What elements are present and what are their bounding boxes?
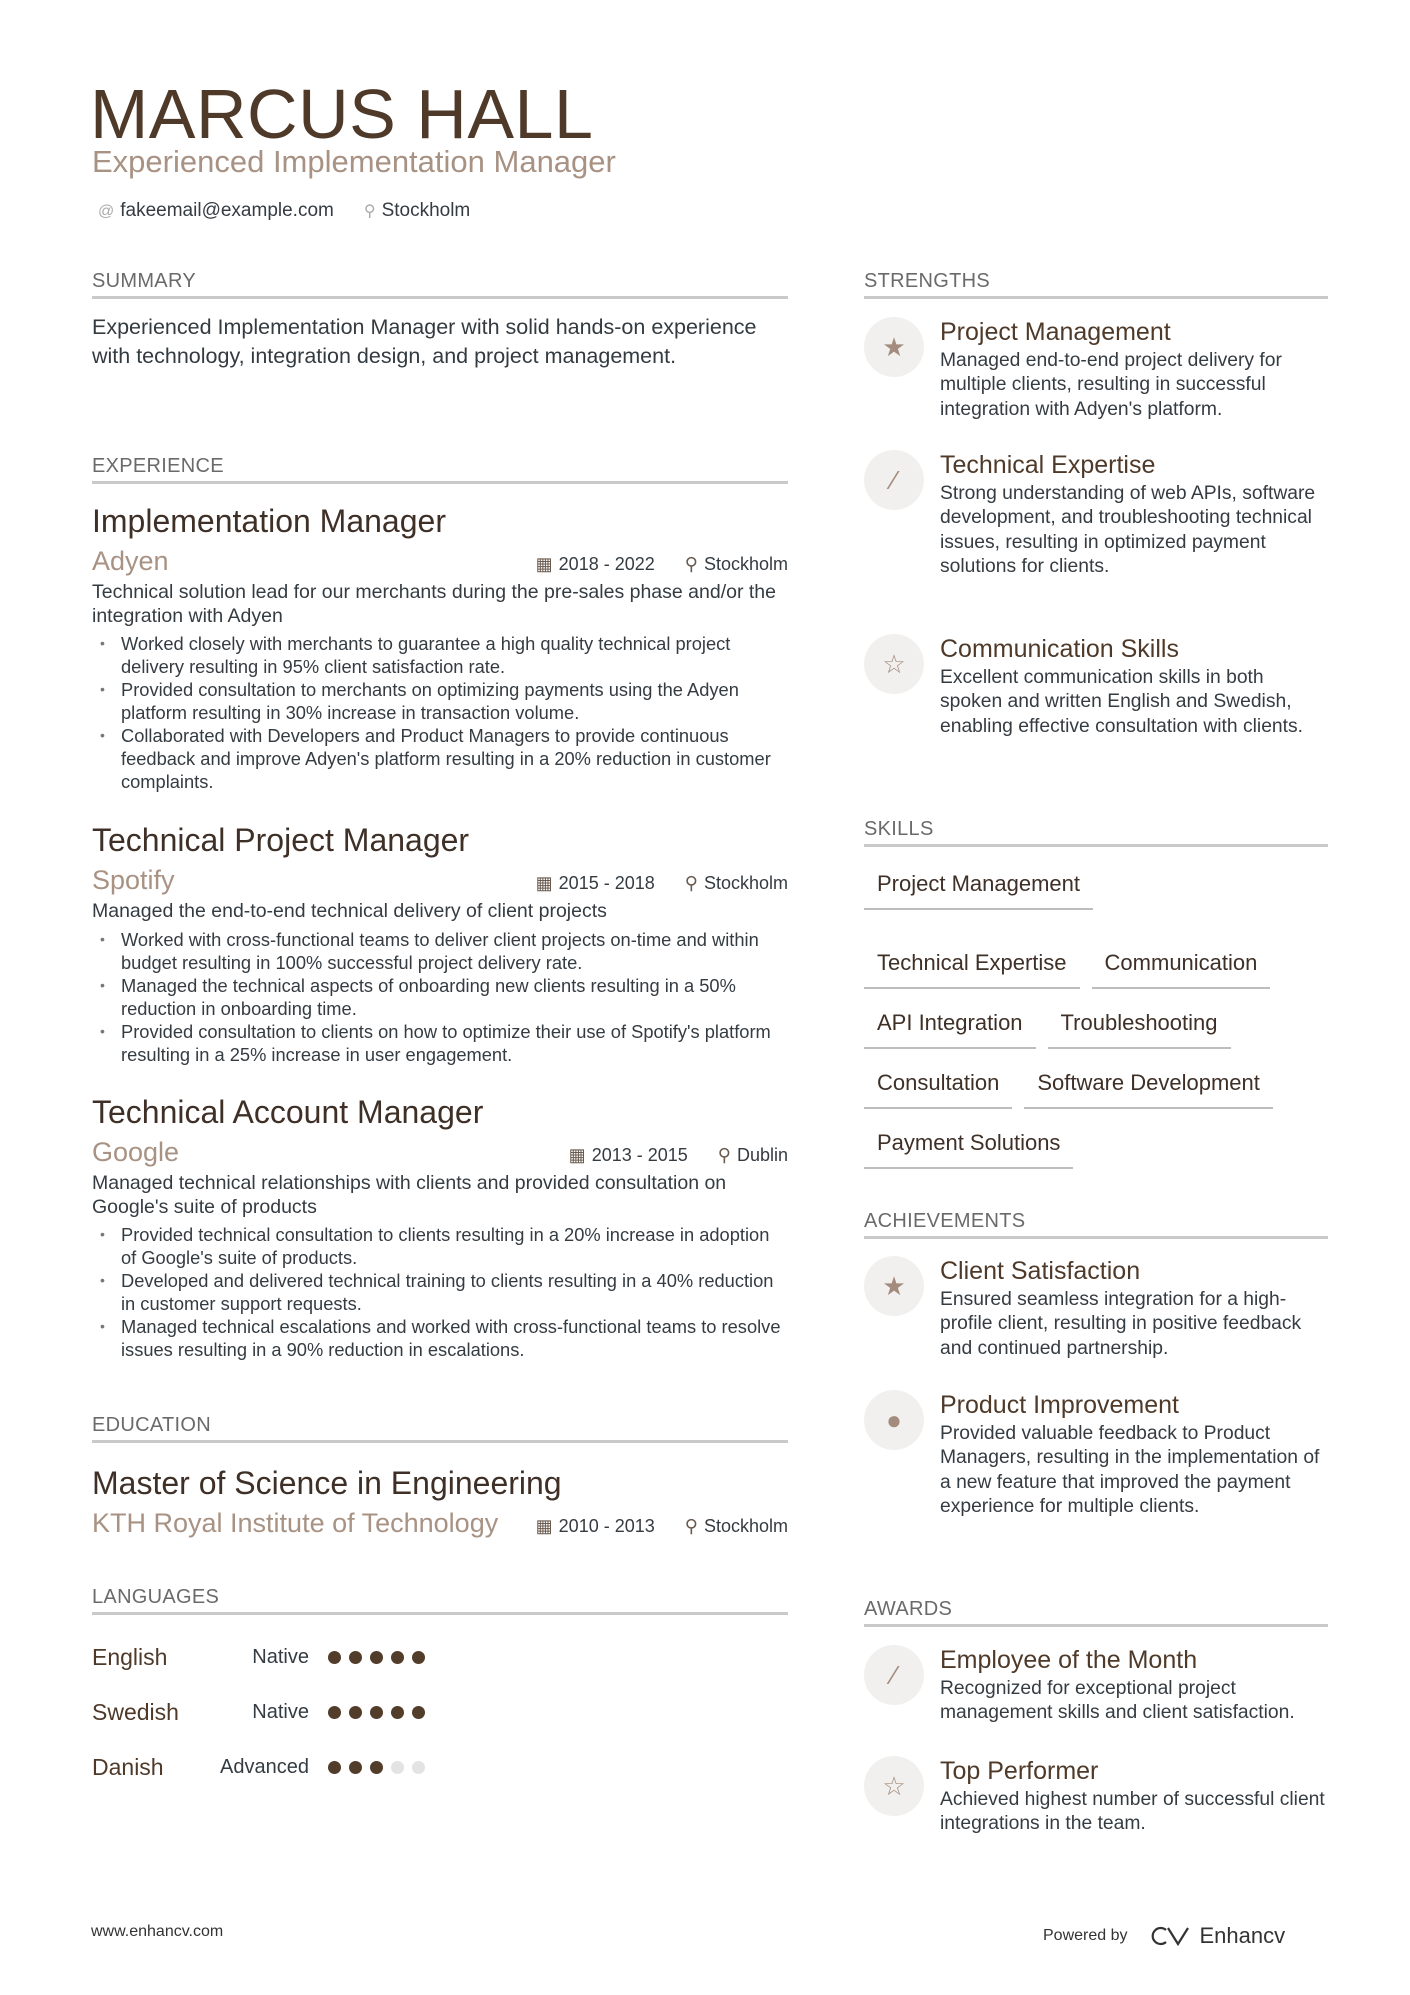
section-heading: LANGUAGES bbox=[92, 1585, 788, 1615]
language-level: Native bbox=[252, 1700, 309, 1723]
job-title: Technical Account Manager bbox=[92, 1094, 484, 1130]
rating-dot-filled bbox=[370, 1761, 383, 1774]
location-pin-icon: ⚲ bbox=[363, 203, 376, 220]
bullet: • Collaborated with Developers and Product Managers to provide continuous feedback and improve Adyen's platform resulting in a 20% reduction in customer complaints. bbox=[92, 724, 788, 793]
company: Spotify bbox=[92, 865, 175, 895]
rating-dot-filled bbox=[412, 1651, 425, 1664]
section-heading: AWARDS bbox=[864, 1597, 1328, 1627]
education-section bbox=[92, 1413, 788, 1541]
calendar-icon: ▦ bbox=[535, 873, 553, 893]
skill-tag: Software Development bbox=[1024, 1068, 1273, 1109]
bullet: • Developed and delivered technical training to clients resulting in a 40% reduction in customer support requests. bbox=[92, 1269, 788, 1315]
job-entry bbox=[92, 1092, 788, 1361]
language-name: Swedish bbox=[92, 1698, 179, 1725]
rating-dot-filled bbox=[328, 1651, 341, 1664]
skill-tag: Payment Solutions bbox=[864, 1128, 1073, 1169]
edu-location: Stockholm bbox=[703, 1516, 788, 1536]
candidate-name: MARCUS HALL bbox=[90, 75, 594, 153]
item-title: Technical Expertise bbox=[940, 451, 1156, 479]
location-pin-icon: ⚲ bbox=[684, 873, 698, 893]
section-heading: SKILLS bbox=[864, 817, 1328, 847]
candidate-title: Experienced Implementation Manager bbox=[92, 144, 616, 179]
at-icon: @ bbox=[98, 203, 115, 220]
powered-by-text: Powered by bbox=[1043, 1927, 1128, 1944]
item-title: Client Satisfaction bbox=[940, 1257, 1141, 1285]
job-location: Stockholm bbox=[703, 554, 788, 574]
job-entry bbox=[92, 820, 788, 1066]
summary-section bbox=[92, 269, 788, 371]
star-filled-icon: ★ bbox=[864, 1256, 924, 1316]
rating-dot-filled bbox=[391, 1651, 404, 1664]
language-name: English bbox=[92, 1643, 168, 1670]
location-pin-icon: ⚲ bbox=[717, 1145, 731, 1165]
item-text: Recognized for exceptional project management skills and client satisfaction. bbox=[940, 1678, 1295, 1724]
magic-wand-icon: ⁄ bbox=[864, 450, 924, 510]
item-text: Strong understanding of web APIs, software development, and troubleshooting technical issues, resulting in optimized payment solutions for clients. bbox=[940, 483, 1316, 578]
rating-dot-filled bbox=[370, 1706, 383, 1719]
website-link[interactable]: www.enhancv.com bbox=[91, 1923, 224, 1940]
head-idea-icon: ● bbox=[864, 1390, 924, 1450]
skill-tag: Technical Expertise bbox=[864, 948, 1080, 989]
email-text: fakeemail@example.com bbox=[120, 200, 334, 221]
bullet: • Provided technical consultation to clients resulting in a 20% increase in adoption of Google's suite of products. bbox=[92, 1223, 788, 1269]
job-description: Managed the end-to-end technical delivery of client projects bbox=[92, 900, 607, 922]
location-pin-icon: ⚲ bbox=[684, 1516, 698, 1536]
calendar-icon: ▦ bbox=[568, 1145, 586, 1165]
item-text: Managed end-to-end project delivery for multiple clients, resulting in successful integration with Adyen's platform. bbox=[940, 350, 1282, 420]
item-title: Top Performer bbox=[940, 1757, 1099, 1785]
star-outline-icon: ☆ bbox=[864, 634, 924, 694]
job-dates: 2015 - 2018 bbox=[558, 873, 655, 893]
rating-dot-filled bbox=[349, 1651, 362, 1664]
job-location: Dublin bbox=[736, 1145, 788, 1165]
rating-dot-filled bbox=[412, 1706, 425, 1719]
rating-dot-filled bbox=[328, 1761, 341, 1774]
calendar-icon: ▦ bbox=[535, 1516, 553, 1536]
section-heading: EDUCATION bbox=[92, 1413, 788, 1443]
star-filled-icon: ★ bbox=[864, 317, 924, 377]
skill-tag: API Integration bbox=[864, 1008, 1036, 1049]
bullet: • Provided consultation to clients on how to optimize their use of Spotify's platform resulting in a 25% increase in user engagement. bbox=[92, 1020, 788, 1066]
job-entry bbox=[92, 501, 788, 793]
item-text: Excellent communication skills in both spoken and written English and Swedish, enabling effective consultation with clients. bbox=[940, 667, 1303, 737]
section-heading: ACHIEVEMENTS bbox=[864, 1209, 1328, 1239]
rating-dot-filled bbox=[349, 1706, 362, 1719]
skill-tag: Communication bbox=[1092, 948, 1271, 989]
location-text: Stockholm bbox=[381, 200, 471, 221]
rating-dots bbox=[328, 1706, 425, 1719]
job-title: Implementation Manager bbox=[92, 503, 446, 539]
job-title: Technical Project Manager bbox=[92, 822, 470, 858]
bullet: • Provided consultation to merchants on optimizing payments using the Adyen platform resulting in 30% increase in transaction volume. bbox=[92, 678, 788, 724]
rating-dot-filled bbox=[349, 1761, 362, 1774]
calendar-icon: ▦ bbox=[535, 554, 553, 574]
item-text: Ensured seamless integration for a high-profile client, resulting in positive feedback and continued partnership. bbox=[940, 1289, 1302, 1359]
job-description: Technical solution lead for our merchants during the pre-sales phase and/or the integration with Adyen bbox=[92, 581, 776, 627]
brand-name: Enhancv bbox=[1199, 1923, 1286, 1948]
rating-dot-filled bbox=[370, 1651, 383, 1664]
bullet: • Managed technical escalations and worked with cross-functional teams to resolve issues resulting in a 90% reduction in escalations. bbox=[92, 1315, 788, 1361]
item-title: Project Management bbox=[940, 318, 1171, 346]
section-heading: EXPERIENCE bbox=[92, 454, 788, 484]
item-title: Product Improvement bbox=[940, 1391, 1179, 1419]
enhancv-logo-icon bbox=[1146, 1924, 1192, 1948]
location bbox=[364, 200, 470, 222]
skills-section bbox=[864, 817, 1328, 1169]
job-dates: 2013 - 2015 bbox=[591, 1145, 688, 1165]
item-title: Employee of the Month bbox=[940, 1646, 1198, 1674]
item-text: Achieved highest number of successful client integrations in the team. bbox=[940, 1789, 1325, 1835]
skill-tag: Troubleshooting bbox=[1048, 1008, 1231, 1049]
section-heading: STRENGTHS bbox=[864, 269, 1328, 299]
email[interactable] bbox=[98, 200, 334, 222]
section-heading: SUMMARY bbox=[92, 269, 788, 299]
job-location: Stockholm bbox=[703, 873, 788, 893]
skill-tag: Project Management bbox=[864, 869, 1093, 910]
item-text: Provided valuable feedback to Product Managers, resulting in the implementation of a new feature that improved the payment experience for multiple clients. bbox=[940, 1423, 1320, 1518]
degree: Master of Science in Engineering bbox=[92, 1465, 562, 1501]
company: Adyen bbox=[92, 546, 169, 576]
item-title: Communication Skills bbox=[940, 635, 1179, 663]
rating-dot-empty bbox=[391, 1761, 404, 1774]
skill-tag: Consultation bbox=[864, 1068, 1012, 1109]
rating-dots bbox=[328, 1651, 425, 1664]
location-pin-icon: ⚲ bbox=[684, 554, 698, 574]
language-level: Advanced bbox=[220, 1755, 309, 1778]
language-name: Danish bbox=[92, 1753, 164, 1780]
enhancv-logo[interactable] bbox=[1146, 1923, 1286, 1949]
edu-dates: 2010 - 2013 bbox=[558, 1516, 655, 1536]
language-item bbox=[92, 1692, 464, 1732]
powered-by bbox=[1043, 1923, 1285, 1949]
language-level: Native bbox=[252, 1645, 309, 1668]
language-item bbox=[92, 1747, 464, 1787]
rating-dots bbox=[328, 1761, 425, 1774]
languages-section bbox=[92, 1585, 788, 1787]
bullet: • Worked with cross-functional teams to deliver client projects on-time and within budget resulting in 100% successful project delivery rate. bbox=[92, 928, 788, 974]
company: Google bbox=[92, 1137, 180, 1167]
rating-dot-filled bbox=[391, 1706, 404, 1719]
rating-dot-empty bbox=[412, 1761, 425, 1774]
school: KTH Royal Institute of Technology bbox=[92, 1508, 499, 1538]
job-dates: 2018 - 2022 bbox=[558, 554, 655, 574]
language-item bbox=[92, 1637, 464, 1677]
job-description: Managed technical relationships with clients and provided consultation on Google's suite of products bbox=[92, 1172, 727, 1218]
summary-text: Experienced Implementation Manager with solid hands-on experience with technology, integration design, and project management. bbox=[92, 315, 757, 368]
magic-wand-icon: ⁄ bbox=[864, 1645, 924, 1705]
star-outline-icon: ☆ bbox=[864, 1756, 924, 1816]
bullet: • Worked closely with merchants to guarantee a high quality technical project delivery resulting in 95% client satisfaction rate. bbox=[92, 632, 788, 678]
rating-dot-filled bbox=[328, 1706, 341, 1719]
contact-info bbox=[98, 200, 470, 222]
bullet: • Managed the technical aspects of onboarding new clients resulting in a 50% reduction in onboarding time. bbox=[92, 974, 788, 1020]
